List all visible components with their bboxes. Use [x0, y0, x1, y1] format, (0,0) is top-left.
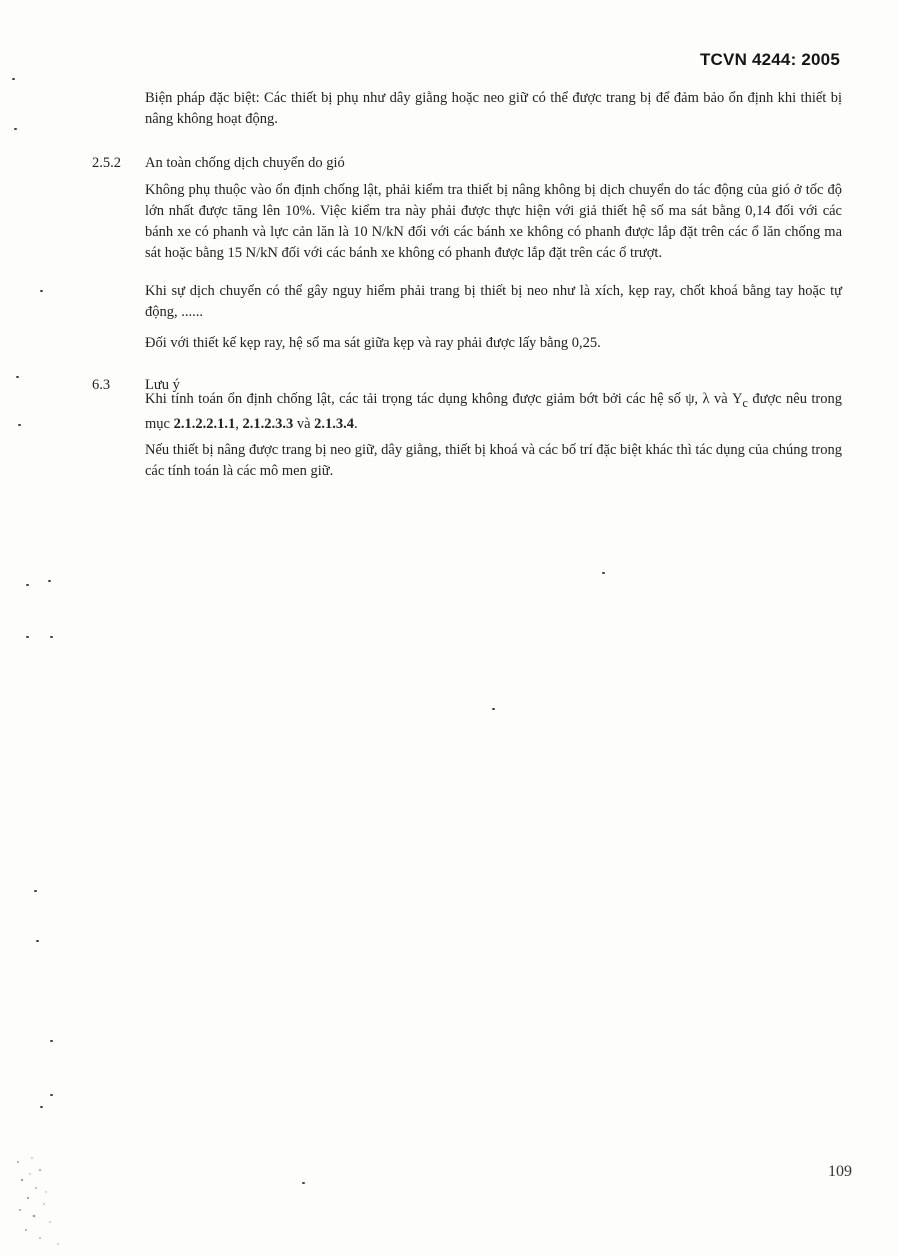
paragraph-anchor-devices: Khi sự dịch chuyển có thể gây nguy hiểm phải trang bị thiết bị neo như là xích, kẹp ray, chốt khoá bằng tay hoặc tự động, ......: [145, 283, 842, 320]
paragraph-wind-check: Không phụ thuộc vào ổn định chống lật, phải kiểm tra thiết bị nâng không bị dịch chuyển do tác động của gió ở tốc độ lớn nhất được tăng lên 10%. Việc kiểm tra này phải được thực hiện với giả thiết hệ số ma sát bằng 0,14 đối với các bánh xe có phanh và lực cản lăn là 10 N/kN đối với các bánh xe không có phanh được lắp đặt trên các ổ lăn chống ma sát hoặc bằng 15 N/kN đối với các bánh xe không có phanh được lắp đặt trên các ổ trượt.: [145, 182, 842, 261]
scan-speck: [602, 572, 605, 574]
scan-noise-corner: [10, 1150, 70, 1250]
scan-speck: [18, 424, 21, 426]
scan-speck: [50, 1094, 53, 1096]
section-title-6-3: Lưu ý: [145, 377, 180, 393]
period: .: [354, 415, 358, 432]
note-text-mid: được nêu trong mục: [145, 391, 842, 432]
scan-speck: [50, 1040, 53, 1042]
scan-speck: [14, 128, 17, 130]
reference-2-1-3-4: 2.1.3.4: [314, 415, 355, 432]
standard-code: TCVN 4244: 2005: [699, 50, 840, 69]
scan-speck: [26, 636, 29, 638]
page-number: 109: [828, 1163, 852, 1180]
paragraph-anchoring-moments: Nếu thiết bị nâng được trang bị neo giữ, dây giằng, thiết bị khoá và các bố trí đặc biệt khác thì tác dụng của chúng trong các tính toán là các mô men giữ.: [145, 442, 842, 479]
scan-speck: [34, 890, 37, 892]
scan-speck: [50, 636, 53, 638]
separator: ,: [235, 415, 243, 432]
paragraph-stability-note: [145, 389, 842, 435]
section-number-6-3: 6.3: [92, 377, 111, 393]
paragraph-rail-clamp: Đối với thiết kế kẹp ray, hệ số ma sát giữa kẹp và ray phải được lấy bằng 0,25.: [145, 335, 601, 351]
subscript-c: c: [742, 395, 748, 410]
paragraph-special-measures: Biện pháp đặc biệt: Các thiết bị phụ như dây giằng hoặc neo giữ có thể được trang bị để đảm bảo ổn định khi thiết bị nâng không hoạt động.: [145, 90, 842, 127]
scan-speck: [40, 1106, 43, 1108]
scan-speck: [302, 1182, 305, 1184]
scan-speck: [36, 940, 39, 942]
separator: và: [293, 415, 315, 432]
reference-2-1-2-2-1-1: 2.1.2.2.1.1: [173, 415, 236, 432]
section-title-2-5-2: An toàn chống dịch chuyển do gió: [145, 155, 345, 171]
scan-speck: [48, 580, 51, 582]
section-number-2-5-2: 2.5.2: [92, 155, 121, 171]
scan-speck: [16, 376, 19, 378]
note-text: Khi tính toán ổn định chống lật, các tải trọng tác dụng không được giảm bớt bởi các hệ số ψ, λ và Υ: [145, 391, 743, 407]
scan-speck: [492, 708, 495, 710]
scan-speck: [26, 584, 29, 586]
reference-2-1-2-3-3: 2.1.2.3.3: [242, 415, 294, 432]
scan-speck: [40, 290, 43, 292]
scan-speck: [12, 78, 15, 80]
